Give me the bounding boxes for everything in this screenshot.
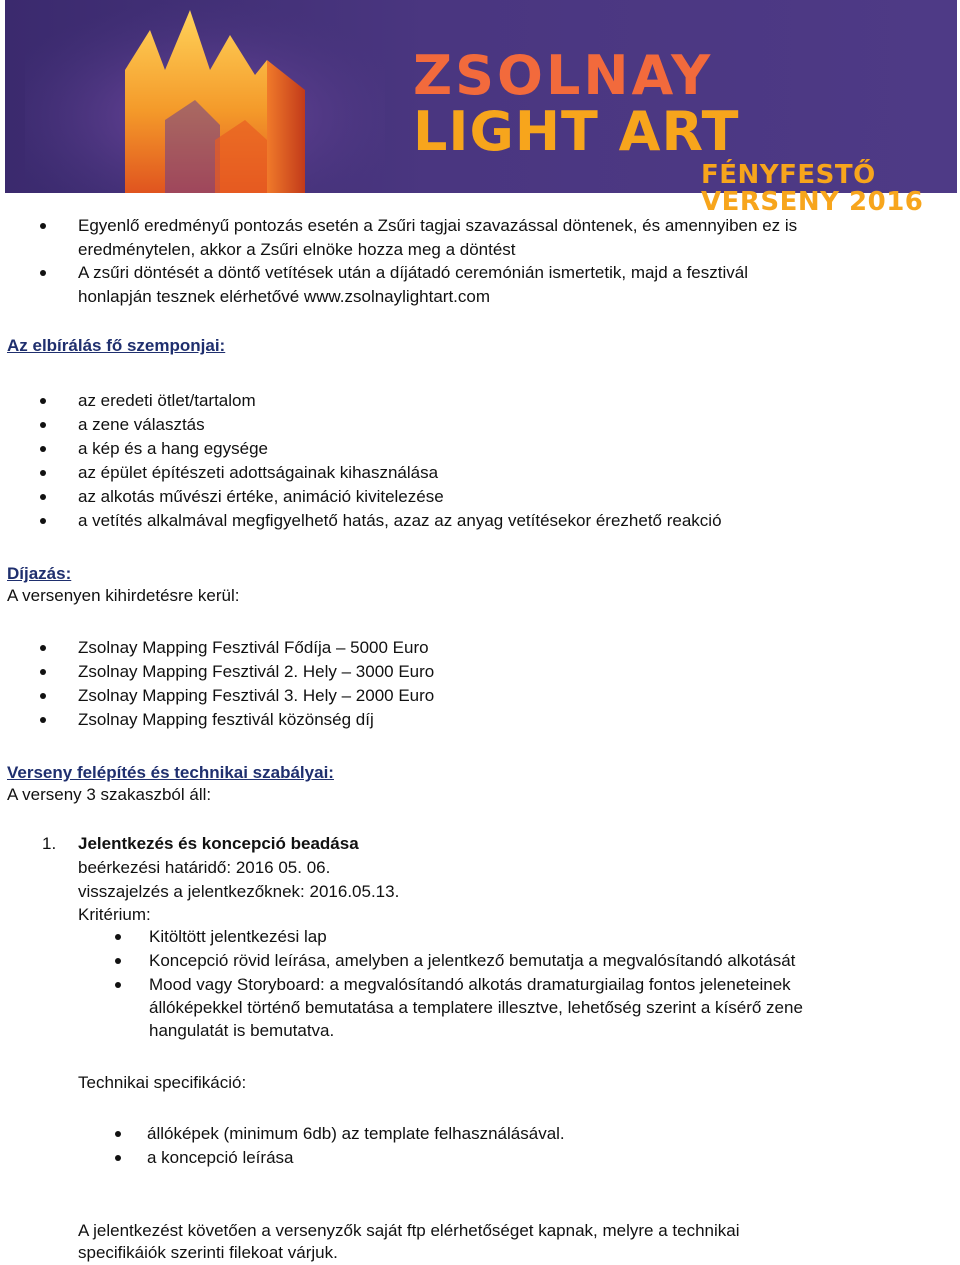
criteria-heading: Az elbírálás fő szemponjai:	[7, 336, 226, 355]
bullet-icon	[40, 270, 46, 276]
bullet-icon	[40, 446, 46, 452]
bullet-icon	[115, 1155, 121, 1161]
criteria-item: a kép és a hang egysége	[78, 439, 268, 458]
tower-logo-icon	[5, 0, 405, 193]
closing-line1: A jelentkezést követően a versenyzők saját ftp elérhetőséget kapnak, melyre a technikai	[78, 1221, 740, 1240]
criteria-item: az eredeti ötlet/tartalom	[78, 391, 256, 410]
rules-heading: Verseny felépítés és technikai szabályai:	[7, 763, 334, 782]
prizes-heading: Díjazás:	[7, 564, 72, 583]
bullet-icon	[115, 934, 121, 940]
prize-item: Zsolnay Mapping fesztivál közönség díj	[78, 710, 374, 729]
stage-criterion: Mood vagy Storyboard: a megvalósítandó alkotás dramaturgiailag fontos jeleneteinek	[149, 975, 791, 994]
stage-title: Jelentkezés és koncepció beadása	[78, 834, 359, 853]
prizes-intro: A versenyen kihirdetésre kerül:	[7, 586, 240, 605]
stage-deadline: beérkezési határidő: 2016 05. 06.	[78, 858, 331, 877]
prize-item: Zsolnay Mapping Fesztivál 2. Hely – 3000 Euro	[78, 662, 435, 681]
stage-criterion: Kitöltött jelentkezési lap	[149, 927, 327, 946]
bullet-icon	[40, 717, 46, 723]
bullet-icon	[40, 645, 46, 651]
tech-label: Technikai specifikáció:	[78, 1073, 247, 1092]
intro-bullet-1-line2: eredménytelen, akkor a Zsűri elnöke hozza meg a döntést	[78, 240, 516, 259]
bullet-icon	[40, 518, 46, 524]
stage-feedback: visszajelzés a jelentkezőknek: 2016.05.13.	[78, 882, 400, 901]
stage-criterion: Koncepció rövid leírása, amelyben a jelentkező bemutatja a megvalósítandó alkotását	[149, 951, 796, 970]
intro-bullet-2-line2: honlapján tesznek elérhetővé www.zsolnaylightart.com	[78, 287, 491, 306]
bullet-icon	[115, 1131, 121, 1137]
logo-sub-line2: VERSENY 2016	[701, 187, 924, 217]
stage-criterion-cont: hangulatát is bemutatva.	[149, 1021, 335, 1040]
header-banner	[5, 0, 957, 217]
bullet-icon	[40, 693, 46, 699]
logo-line-lightart: LIGHT ART	[413, 100, 740, 163]
criteria-item: az épület építészeti adottságainak kihasználása	[78, 463, 439, 482]
prize-item: Zsolnay Mapping Fesztivál 3. Hely – 2000 Euro	[78, 686, 435, 705]
criteria-label: Kritérium:	[78, 905, 151, 924]
bullet-icon	[40, 494, 46, 500]
bullet-icon	[115, 958, 121, 964]
criteria-item: a vetítés alkalmával megfigyelhető hatás, azaz az anyag vetítésekor érezhető reakció	[78, 511, 722, 530]
stage-criterion-cont: állóképekkel történő bemutatása a templatere illesztve, lehetőség szerint a kísérő zene	[149, 998, 803, 1017]
bullet-icon	[115, 982, 121, 988]
tech-item: a koncepció leírása	[147, 1148, 294, 1167]
bullet-icon	[40, 470, 46, 476]
logo-line-zsolnay: ZSOLNAY	[413, 44, 714, 107]
logo-subtitle	[701, 162, 923, 216]
intro-bullet-2-line1: A zsűri döntését a döntő vetítések után a díjátadó ceremónián ismertetik, majd a fesztivál	[78, 263, 748, 282]
logo-wordmark	[413, 44, 924, 217]
intro-bullet-1-line1: Egyenlő eredményű pontozás esetén a Zsűri tagjai szavazással döntenek, és amennyiben ez is	[78, 216, 798, 235]
bullet-icon	[40, 223, 46, 229]
criteria-item: a zene választás	[78, 415, 205, 434]
tech-item: állóképek (minimum 6db) az template felhasználásával.	[147, 1124, 565, 1143]
rules-intro: A verseny 3 szakaszból áll:	[7, 785, 212, 804]
logo-sub-line1: FÉNYFESTŐ	[701, 160, 876, 190]
prize-item: Zsolnay Mapping Fesztivál Fődíja – 5000 Euro	[78, 638, 429, 657]
bullet-icon	[40, 669, 46, 675]
bullet-icon	[40, 398, 46, 404]
criteria-item: az alkotás művészi értéke, animáció kivitelezése	[78, 487, 444, 506]
bullet-icon	[40, 422, 46, 428]
stage-number: 1.	[42, 834, 57, 853]
closing-line2: specifikáiók szerinti filekoat várjuk.	[78, 1243, 338, 1262]
